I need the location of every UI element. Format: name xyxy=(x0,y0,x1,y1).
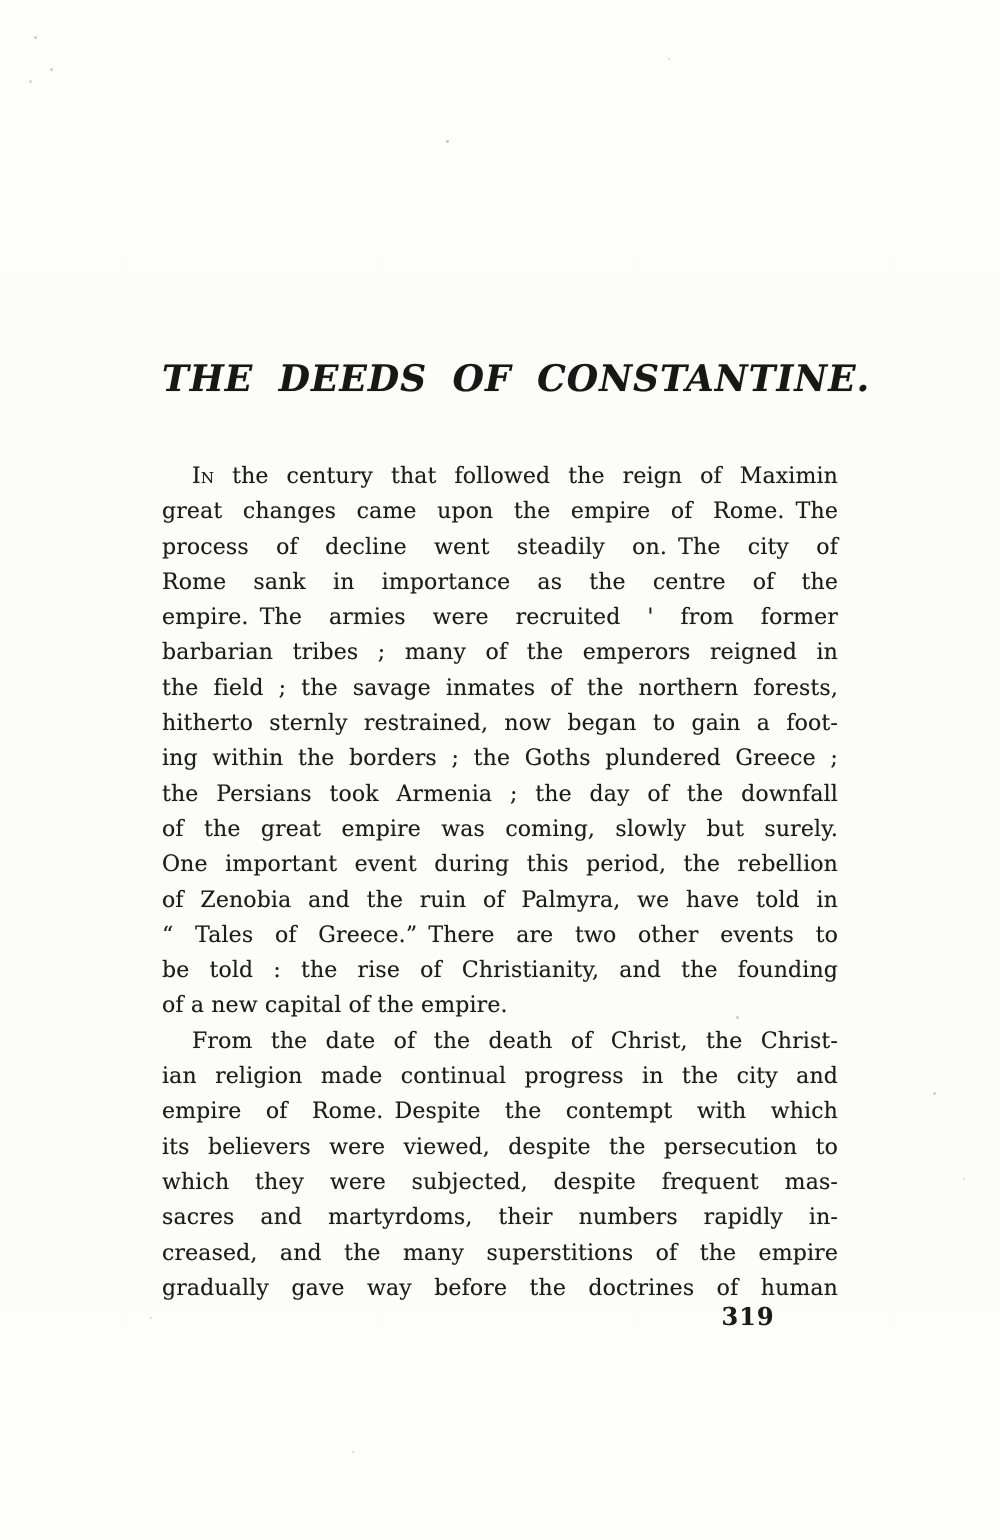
scan-speck xyxy=(446,140,449,143)
text-line: “ Tales of Greece.” There are two other events to xyxy=(162,922,838,948)
page-number: 319 xyxy=(721,1302,775,1331)
text-line: creased, and the many superstitions of the empire xyxy=(162,1240,838,1266)
text-line: hitherto sternly restrained, now began to gain a foot- xyxy=(162,711,838,737)
text-line: great changes came upon the empire of Rome. The xyxy=(162,499,838,525)
text-line: gradually gave way before the doctrines of human xyxy=(162,1275,838,1301)
text-line: of a new capital of the empire. xyxy=(162,993,508,1019)
scan-speck xyxy=(933,1092,936,1095)
text-line: One important event during this period, the rebellion xyxy=(162,852,838,878)
text-line: Rome sank in importance as the centre of the xyxy=(162,569,838,595)
text-line: ing within the borders ; the Goths plundered Greece ; xyxy=(162,746,838,772)
text-line: the Persians took Armenia ; the day of the downfall xyxy=(162,781,838,807)
text-line: From the date of the death of Christ, the Christ- xyxy=(192,1028,838,1054)
text-line: sacres and martyrdoms, their numbers rapidly in- xyxy=(162,1205,838,1231)
paragraph-lead: In xyxy=(192,464,215,489)
text-line: of the great empire was coming, slowly but surely. xyxy=(162,816,838,842)
text-line: empire of Rome. Despite the contempt with which xyxy=(162,1099,838,1125)
paragraph-1 xyxy=(162,459,838,1024)
paragraph-2 xyxy=(162,1024,838,1306)
scan-speck xyxy=(50,68,53,71)
scan-speck xyxy=(29,80,32,83)
scan-speck xyxy=(963,1178,965,1180)
line-text: the century that followed the reign of Maximin xyxy=(232,464,838,489)
text-line: of Zenobia and the ruin of Palmyra, we have told in xyxy=(162,887,838,913)
text-line: process of decline went steadily on. The city of xyxy=(162,534,838,560)
text-line: empire. The armies were recruited ' from former xyxy=(162,605,838,631)
text-line: be told : the rise of Christianity, and the founding xyxy=(162,958,838,984)
text-line: barbarian tribes ; many of the emperors reigned in xyxy=(162,640,838,666)
body-text xyxy=(162,459,838,1306)
text-line: its believers were viewed, despite the persecution to xyxy=(162,1134,838,1160)
scan-speck xyxy=(150,1317,152,1319)
text-line: ian religion made continual progress in the city and xyxy=(162,1064,838,1090)
scan-speck xyxy=(34,36,37,39)
scan-speck xyxy=(668,58,670,60)
page-title: THE DEEDS OF CONSTANTINE. xyxy=(162,358,871,400)
text-line xyxy=(162,459,838,494)
text-line: the field ; the savage inmates of the northern forests, xyxy=(162,675,838,701)
text-line: which they were subjected, despite frequent mas- xyxy=(162,1169,838,1195)
scan-speck xyxy=(352,1451,354,1453)
